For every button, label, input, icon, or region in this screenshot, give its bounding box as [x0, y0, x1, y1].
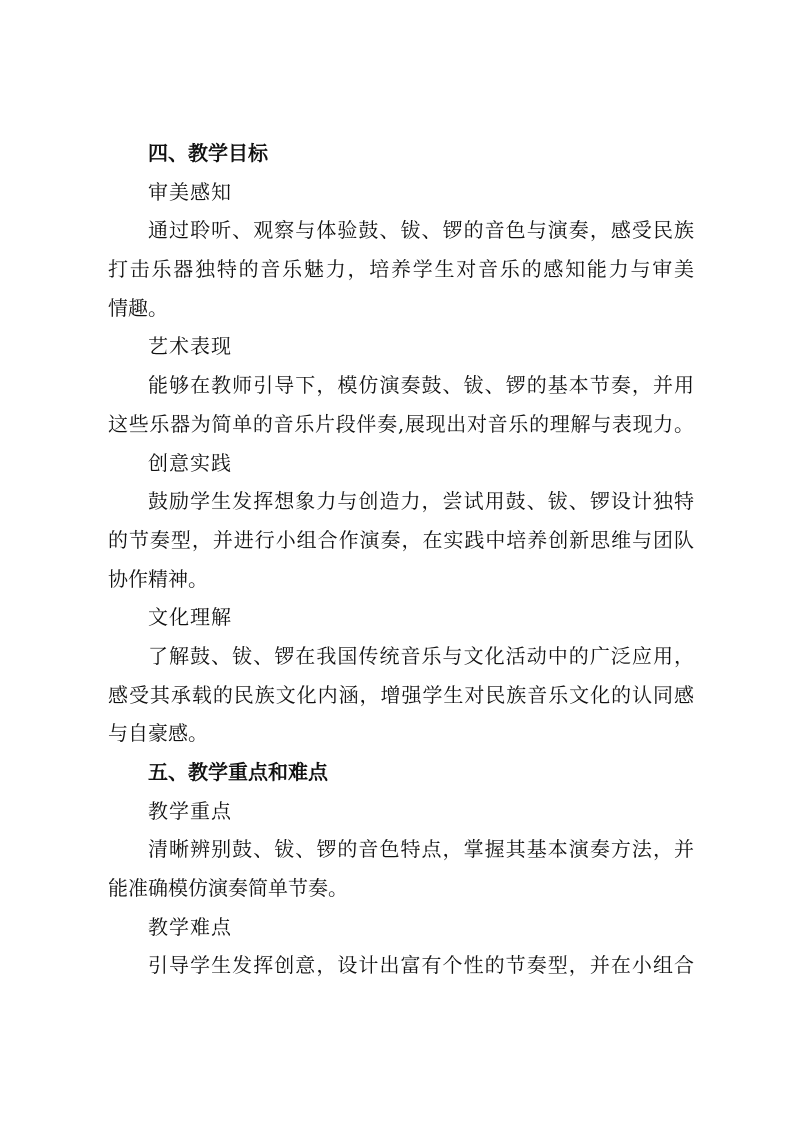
- paragraph-line: 清晰辨别鼓、钹、锣的音色特点，掌握其基本演奏方法，并: [148, 837, 694, 862]
- paragraph-line: 情趣。: [108, 295, 168, 320]
- subheading-creative-practice: 创意实践: [148, 450, 232, 475]
- paragraph-line: 感受其承载的民族文化内涵，增强学生对民族音乐文化的认同感: [108, 682, 694, 707]
- paragraph-line: 的节奏型，并进行小组合作演奏，在实践中培养创新思维与团队: [108, 527, 694, 552]
- paragraph-line: 鼓励学生发挥想象力与创造力，尝试用鼓、钹、锣设计独特: [148, 489, 694, 514]
- subheading-artistic-expression: 艺术表现: [148, 334, 232, 359]
- section-heading-teaching-objectives: 四、教学目标: [148, 141, 268, 165]
- subheading-cultural-understanding: 文化理解: [148, 605, 232, 630]
- paragraph-line: 打击乐器独特的音乐魅力，培养学生对音乐的感知能力与审美: [108, 257, 694, 282]
- paragraph-line: 这些乐器为简单的音乐片段伴奏,展现出对音乐的理解与表现力。: [108, 411, 694, 436]
- document-body: [108, 134, 694, 985]
- subheading-aesthetic-perception: 审美感知: [148, 179, 232, 204]
- subheading-teaching-difficulties: 教学难点: [148, 914, 232, 939]
- subheading-teaching-key-points: 教学重点: [148, 798, 232, 823]
- paragraph-line: 协作精神。: [108, 566, 208, 591]
- paragraph-line: 了解鼓、钹、锣在我国传统音乐与文化活动中的广泛应用，: [148, 643, 694, 668]
- paragraph-line: 引导学生发挥创意，设计出富有个性的节奏型，并在小组合: [148, 953, 694, 978]
- paragraph-line: 能准确模仿演奏简单节奏。: [108, 876, 348, 901]
- section-heading-key-points-and-difficulties: 五、教学重点和难点: [148, 760, 328, 784]
- paragraph-line: 通过聆听、观察与体验鼓、钹、锣的音色与演奏，感受民族: [148, 218, 694, 243]
- paragraph-line: 与自豪感。: [108, 721, 208, 746]
- paragraph-line: 能够在教师引导下，模仿演奏鼓、钹、锣的基本节奏，并用: [148, 373, 694, 398]
